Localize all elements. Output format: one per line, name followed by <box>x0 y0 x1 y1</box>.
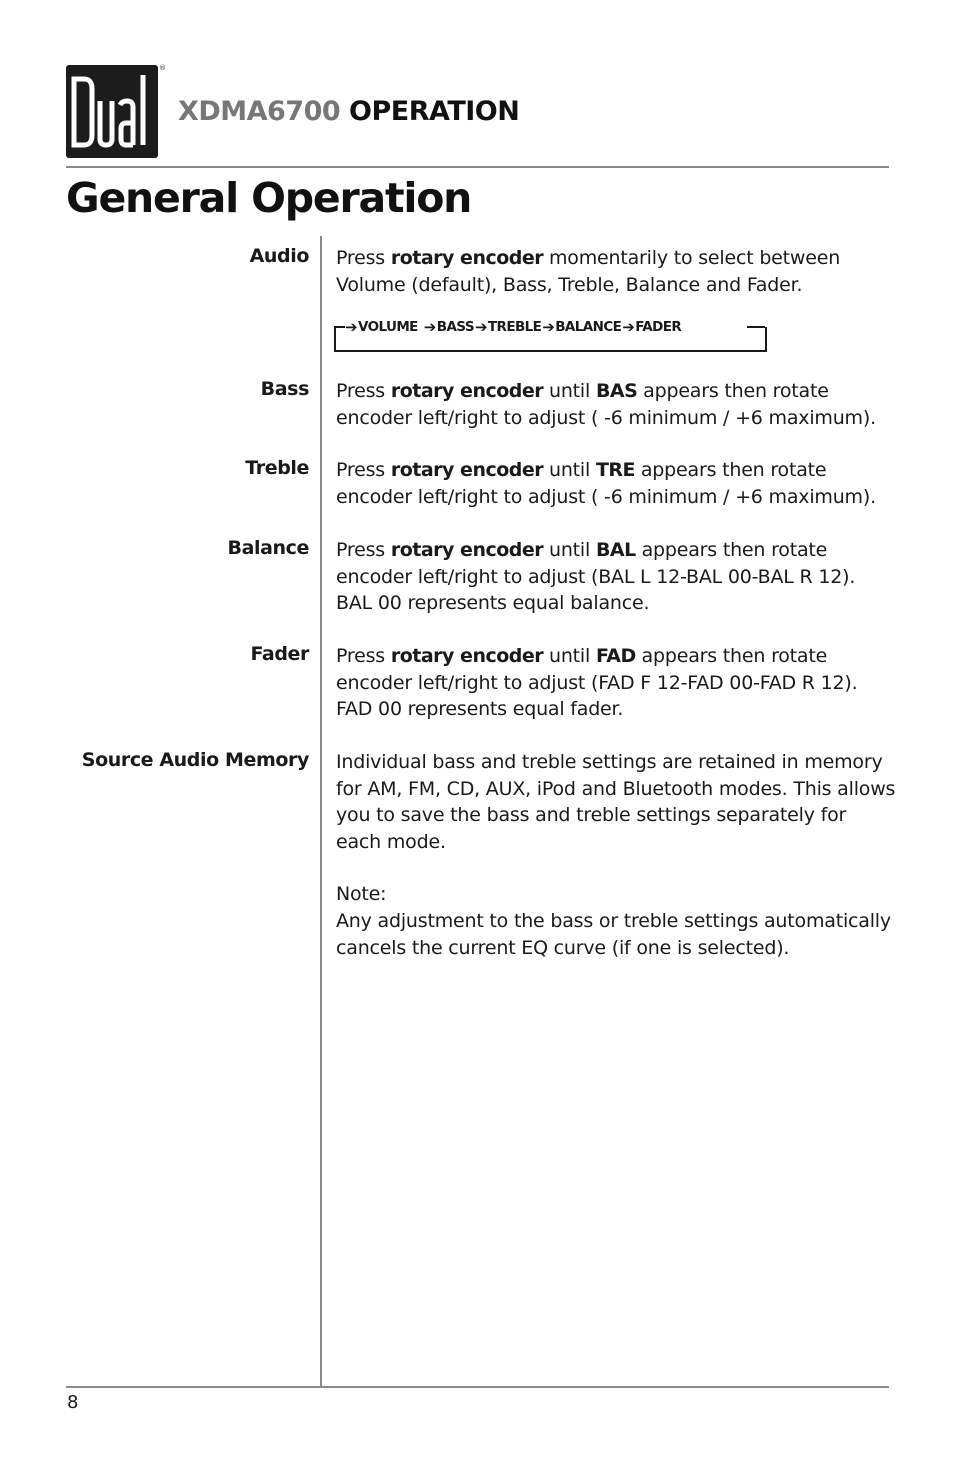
label-balance: Balance <box>227 537 309 559</box>
dual-logo <box>66 65 158 158</box>
text-run: Press <box>336 380 391 402</box>
note-title: Note: <box>336 883 387 905</box>
label-source-audio-memory: Source Audio Memory <box>81 749 309 771</box>
text-run: until <box>543 459 596 481</box>
text-run: appears then rotate encoder left/right to adjust ( -6 minimum / +6 maximum). <box>336 380 876 429</box>
dual-logo-mark <box>66 65 158 158</box>
text-run: Press <box>336 539 391 561</box>
flow-step-volume: VOLUME <box>357 319 418 335</box>
arrow-right-icon: ➔ <box>542 318 555 336</box>
text-run: Press <box>336 247 391 269</box>
text-run: Press <box>336 459 391 481</box>
display-code: BAS <box>595 380 638 402</box>
rotary-encoder-term: rotary encoder <box>390 459 544 481</box>
page-number: 8 <box>67 1392 79 1413</box>
text-run: appears then rotate encoder left/right to adjust ( -6 minimum / +6 maximum). <box>336 459 876 508</box>
rotary-encoder-term: rotary encoder <box>390 539 544 561</box>
flow-step-treble: TREBLE <box>487 319 542 335</box>
label-fader: Fader <box>250 643 309 665</box>
bass-description <box>336 378 896 431</box>
rotary-encoder-term: rotary encoder <box>390 380 544 402</box>
arrow-right-icon: ➔ <box>474 318 487 336</box>
note-text: Any adjustment to the bass or treble settings automatically cancels the current EQ curve (if one is selected). <box>336 910 891 959</box>
arrow-right-icon: ➔ <box>345 318 357 336</box>
fader-description <box>336 643 896 723</box>
page-title: General Operation <box>66 174 472 222</box>
text-run: appears then rotate encoder left/right to adjust (BAL L 12-BAL 00-BAL R 12). BAL 00 represents equal balance. <box>336 539 856 614</box>
header-section: OPERATION <box>349 96 520 127</box>
header-divider <box>66 166 889 168</box>
balance-description <box>336 537 896 617</box>
label-treble: Treble <box>245 457 309 479</box>
registered-mark: ® <box>159 64 166 72</box>
flow-step-fader: FADER <box>635 319 682 335</box>
rotary-encoder-term: rotary encoder <box>390 247 544 269</box>
treble-description <box>336 457 896 510</box>
audio-description <box>336 245 896 298</box>
cycle-steps <box>344 318 681 336</box>
cycle-line-right <box>747 326 765 328</box>
display-code: TRE <box>595 459 636 481</box>
footer-divider <box>66 1386 889 1388</box>
flow-step-balance: BALANCE <box>555 319 622 335</box>
text-run: appears then rotate encoder left/right to adjust (FAD F 12-FAD 00-FAD R 12). FAD 00 represents equal fader. <box>336 645 858 720</box>
label-bass: Bass <box>260 378 309 400</box>
header-title <box>178 96 519 127</box>
text-run: momentarily to select between Volume (default), Bass, Treble, Balance and Fader. <box>336 247 841 296</box>
arrow-right-icon: ➔ <box>423 318 436 336</box>
label-audio: Audio <box>249 245 309 267</box>
text-run: until <box>543 380 596 402</box>
column-divider <box>320 236 322 1386</box>
rotary-encoder-term: rotary encoder <box>390 645 544 667</box>
flow-step-bass: BASS <box>436 319 474 335</box>
arrow-right-icon: ➔ <box>622 318 635 336</box>
text-run: until <box>543 645 596 667</box>
display-code: BAL <box>595 539 636 561</box>
text-run: Press <box>336 645 391 667</box>
text-run: until <box>543 539 596 561</box>
audio-mode-cycle-diagram <box>334 318 765 352</box>
source-audio-memory-description: Individual bass and treble settings are retained in memory for AM, FM, CD, AUX, iPod and Bluetooth modes. This allows you to save the bass and treble settings separately for each mode. <box>336 751 896 853</box>
display-code: FAD <box>595 645 636 667</box>
model-number: XDMA6700 <box>178 96 341 127</box>
